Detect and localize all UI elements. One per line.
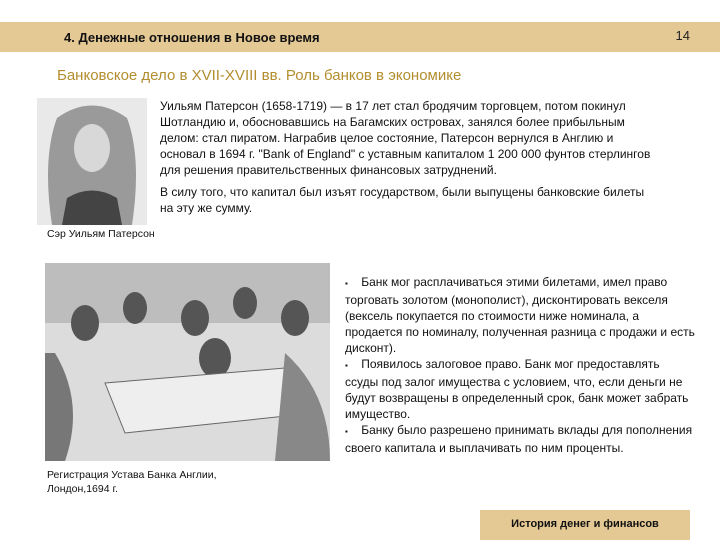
bullet-icon: ▪ — [345, 427, 348, 436]
painting-caption: Регистрация Устава Банка Англии, Лондон,1694 г. — [47, 469, 217, 495]
portrait-image — [37, 98, 147, 225]
bullet-text: Появилось залоговое право. Банк мог предоставлять ссуды под залог имущества с условием, что, если деньги не будут возвращены в определенный срок, банк может забрать имущество. — [345, 357, 689, 421]
slide-title: Банковское дело в XVII-XVIII вв. Роль банков в экономике — [57, 67, 462, 84]
bullet-list — [345, 274, 695, 456]
page-number: 14 — [675, 28, 690, 43]
bullet-icon: ▪ — [345, 279, 348, 288]
bullet-text: Банк мог расплачиваться этими билетами, имел право торговать золотом (монополист), дисконтировать векселя (вексель покупается по стоимости ниже номинала, а продается по номиналу, полученная разница с продажи и есть дисконт). — [345, 275, 695, 355]
header-band — [0, 22, 720, 52]
bullet-item — [345, 422, 695, 456]
section-title: 4. Денежные отношения в Новое время — [64, 30, 320, 45]
bullet-item — [345, 356, 695, 422]
intro-paragraph: Уильям Патерсон (1658-1719) — в 17 лет стал бродячим торговцем, потом покинул Шотландию и, обосновавшись на Багамских островах, занялся более прибыльным делом: стал пиратом. Награбив целое состояние, Патерсон вернулся в Англию и основал в 1694 г. "Bank of England" с уставным капиталом 1 200 000 фунтов стерлингов для решения правительственных финансовых затруднений. — [160, 99, 651, 177]
footer-band — [480, 510, 690, 540]
intro-text — [160, 98, 660, 216]
intro-paragraph: В силу того, что капитал был изъят государством, были выпущены банковские билеты на эту же сумму. — [160, 185, 645, 215]
bullet-icon: ▪ — [345, 361, 348, 370]
bullet-text: Банку было разрешено принимать вклады для пополнения своего капитала и выплачивать по ним проценты. — [345, 423, 693, 455]
bullet-item — [345, 274, 695, 356]
portrait-caption: Сэр Уильям Патерсон — [47, 228, 155, 240]
footer-label: История денег и финансов — [511, 518, 659, 530]
bank-charter-painting — [45, 263, 330, 461]
